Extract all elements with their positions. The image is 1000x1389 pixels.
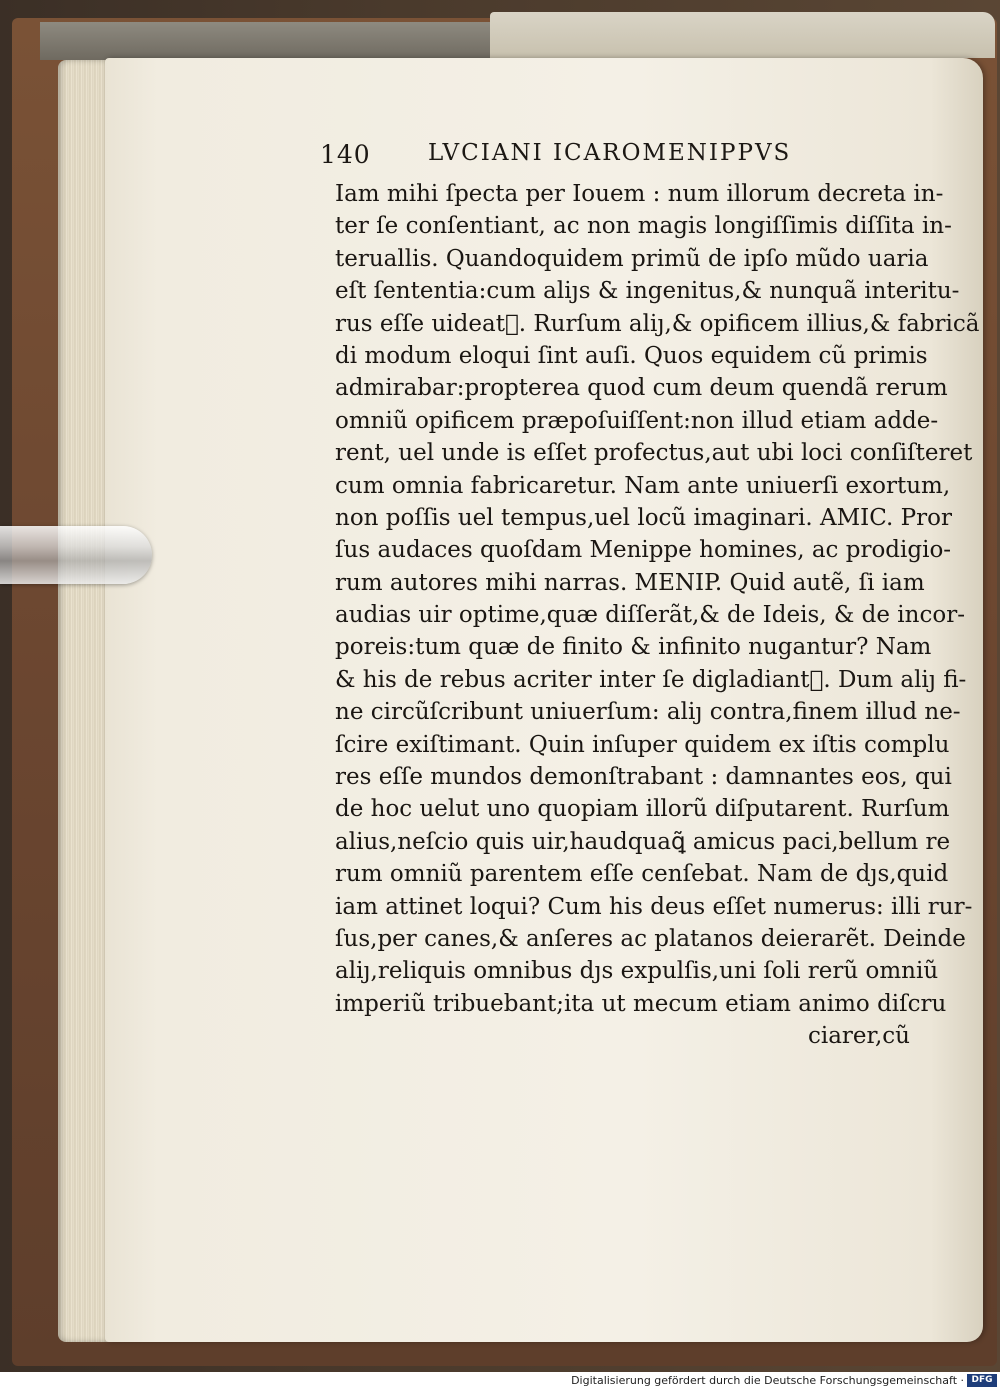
text-line: eſt ſententia:cum aliȷs & ingenitus,& nunquã interitu- [335,278,960,305]
text-line: poreis:tum quæ de finito & infinito nugantur? Nam [335,634,932,661]
text-line: ne circũſcribunt uniuerſum: aliȷ contra,finem illud ne- [335,699,961,726]
catchword: ciarer,cũ [807,1023,910,1050]
text-line: non poſſis uel tempus,uel locũ imaginari. AMIC. Pror [335,504,952,531]
dfg-logo: DFG [967,1374,997,1387]
text-line: iam attinet loqui? Cum his deus eſſet numerus: illi rur- [335,893,973,920]
text-line: audias uir optime,quæ diſſerãt,& de Ideis, & de incor- [335,602,965,629]
page-number: 140 [320,140,371,169]
text-line: alius,neſcio quis uir,haudquaꝗ̃ amicus paci,bellum re [335,828,951,855]
text-line: ſcire exiſtimant. Quin inſuper quidem ex iſtis complu [335,731,950,758]
text-line: rus eſſe uideat᷑. Rurſum aliȷ,& opificem illius,& fabricã [335,310,980,337]
text-line: ſus,per canes,& anſeres ac platanos deierarẽt. Deinde [335,925,966,952]
body-text [335,178,980,1053]
text-line: cum omnia fabricaretur. Nam ante uniuerſi exortum, [335,472,951,499]
text-line: rent, uel unde is eſſet profectus,aut ubi loci conſiſteret [335,440,973,467]
text-line: rum autores mihi narras. MENIP. Quid autẽ, ſi iam [335,569,925,596]
text-line: admirabar:propterea quod cum deum quendã rerum [335,375,948,402]
text-line: imperiũ tribuebant;ita ut mecum etiam animo diſcru [335,990,947,1017]
text-line: de hoc uelut uno quopiam illorũ diſputarent. Rurſum [335,796,950,823]
funding-credit: Digitalisierung gefördert durch die Deutsche Forschungsgemeinschaft · [571,1374,964,1387]
text-line: ſus audaces quoſdam Menippe homines, ac prodigio- [335,537,952,564]
text-line: rum omniũ parentem eſſe cenſebat. Nam de dȷs,quid [335,861,949,888]
footer-bar [0,1372,1000,1389]
text-line: & his de rebus acriter inter ſe digladiant᷑. Dum aliȷ fi- [335,666,967,693]
text-line: teruallis. Quandoquidem primũ de ipſo mũdo uaria [335,245,929,272]
text-line: omniũ opificem præpoſuiſſent:non illud etiam adde- [335,407,939,434]
running-head: LVCIANI ICAROMENIPPVS [428,140,792,166]
book-top-edge [40,22,490,60]
text-line: aliȷ,reliquis omnibus dȷs expulſis,uni ſoli rerũ omniũ [335,958,939,985]
glass-page-holder [0,526,152,584]
book-top-edge-right [490,12,995,58]
text-line: ter ſe conſentiant, ac non magis longiſſimis diſſita in- [335,213,952,240]
page-header [320,140,920,174]
text-line: res eſſe mundos demonſtrabant : damnantes eos, qui [335,764,952,791]
text-line: Iam mihi ſpecta per Iouem : num illorum decreta in- [335,181,944,207]
text-line: di modum eloqui ſint auſi. Quos equidem cũ primis [335,342,928,369]
